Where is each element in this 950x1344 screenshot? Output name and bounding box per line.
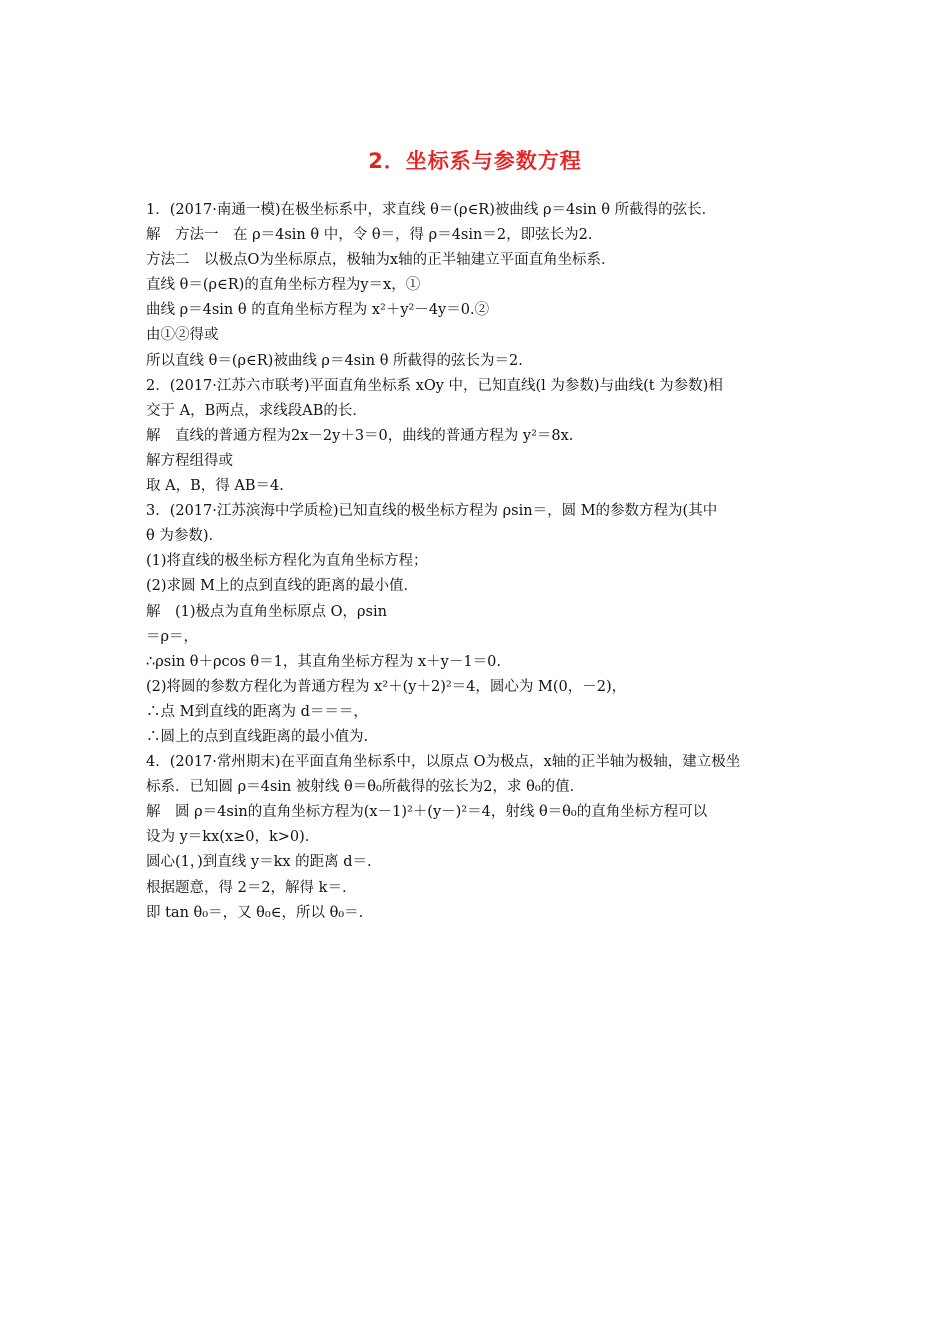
text-line: θ 为参数)． — [146, 528, 223, 545]
text-line: 4．(2017·常州期末)在平面直角坐标系中，以原点 O为极点，x轴的正半轴为极轴，建立极坐 — [146, 754, 741, 771]
text-line: ∴圆上的点到直线距离的最小值为. — [146, 728, 369, 745]
text-line: 所以直线 θ＝(ρ∈R)被曲线 ρ＝4sin θ 所截得的弦长为＝2. — [146, 352, 523, 369]
text-line: 取 A，B，得 AB＝4. — [146, 478, 284, 495]
text-line: 方法二 以极点O为坐标原点，极轴为x轴的正半轴建立平面直角坐标系． — [146, 252, 616, 269]
text-line: 直线 θ＝(ρ∈R)的直角坐标方程为y＝x，① — [146, 277, 421, 294]
document-body — [146, 198, 816, 926]
text-line: 解 圆 ρ＝4sin的直角坐标方程为(x－1)²＋(y－)²＝4，射线 θ＝θ₀的直角坐标方程可以 — [146, 804, 708, 821]
text-line: 根据题意，得 2＝2，解得 k＝. — [146, 879, 347, 896]
text-line: ＝ρ＝， — [146, 628, 199, 645]
text-line: 曲线 ρ＝4sin θ 的直角坐标方程为 x²＋y²－4y＝0.② — [146, 302, 490, 319]
text-line: ∴ρsin θ＋ρcos θ＝1，其直角坐标方程为 x＋y－1＝0. — [146, 653, 501, 670]
text-line: 解 (1)极点为直角坐标原点 O，ρsin — [146, 603, 387, 620]
text-line: 交于 A，B两点，求线段AB的长． — [146, 402, 367, 419]
text-line: 圆心(1，)到直线 y＝kx 的距离 d＝. — [146, 854, 372, 871]
text-line: (2)将圆的参数方程化为普通方程为 x²＋(y＋2)²＝4，圆心为 M(0，－2)， — [146, 678, 627, 695]
text-line: 3．(2017·江苏滨海中学质检)已知直线的极坐标方程为 ρsin＝，圆 M的参数方程为(其中 — [146, 503, 718, 520]
text-line: 标系．已知圆 ρ＝4sin 被射线 θ＝θ₀所截得的弦长为2，求 θ₀的值． — [146, 779, 585, 796]
text-line: ∴点 M到直线的距离为 d＝＝＝， — [146, 703, 368, 720]
text-line: 由①②得或 — [146, 327, 219, 344]
text-line: (1)将直线的极坐标方程化为直角坐标方程； — [146, 553, 428, 570]
text-line: (2)求圆 M上的点到直线的距离的最小值． — [146, 578, 418, 595]
text-line: 解方程组得或 — [146, 452, 233, 469]
text-line: 即 tan θ₀＝，又 θ₀∈，所以 θ₀＝. — [146, 904, 364, 921]
page-title: 2．坐标系与参数方程 — [368, 149, 582, 173]
text-line: 2．(2017·江苏六市联考)平面直角坐标系 xOy 中，已知直线(l 为参数)与曲线(t 为参数)相 — [146, 377, 723, 394]
text-line: 解 方法一 在 ρ＝4sin θ 中，令 θ＝，得 ρ＝4sin＝2，即弦长为2. — [146, 227, 593, 244]
text-line: 解 直线的普通方程为2x－2y＋3＝0，曲线的普通方程为 y²＝8x. — [146, 427, 574, 444]
text-line: 设为 y＝kx(x≥0，k>0)． — [146, 829, 320, 846]
text-line: 1．(2017·南通一模)在极坐标系中，求直线 θ＝(ρ∈R)被曲线 ρ＝4sin θ 所截得的弦长． — [146, 202, 717, 218]
